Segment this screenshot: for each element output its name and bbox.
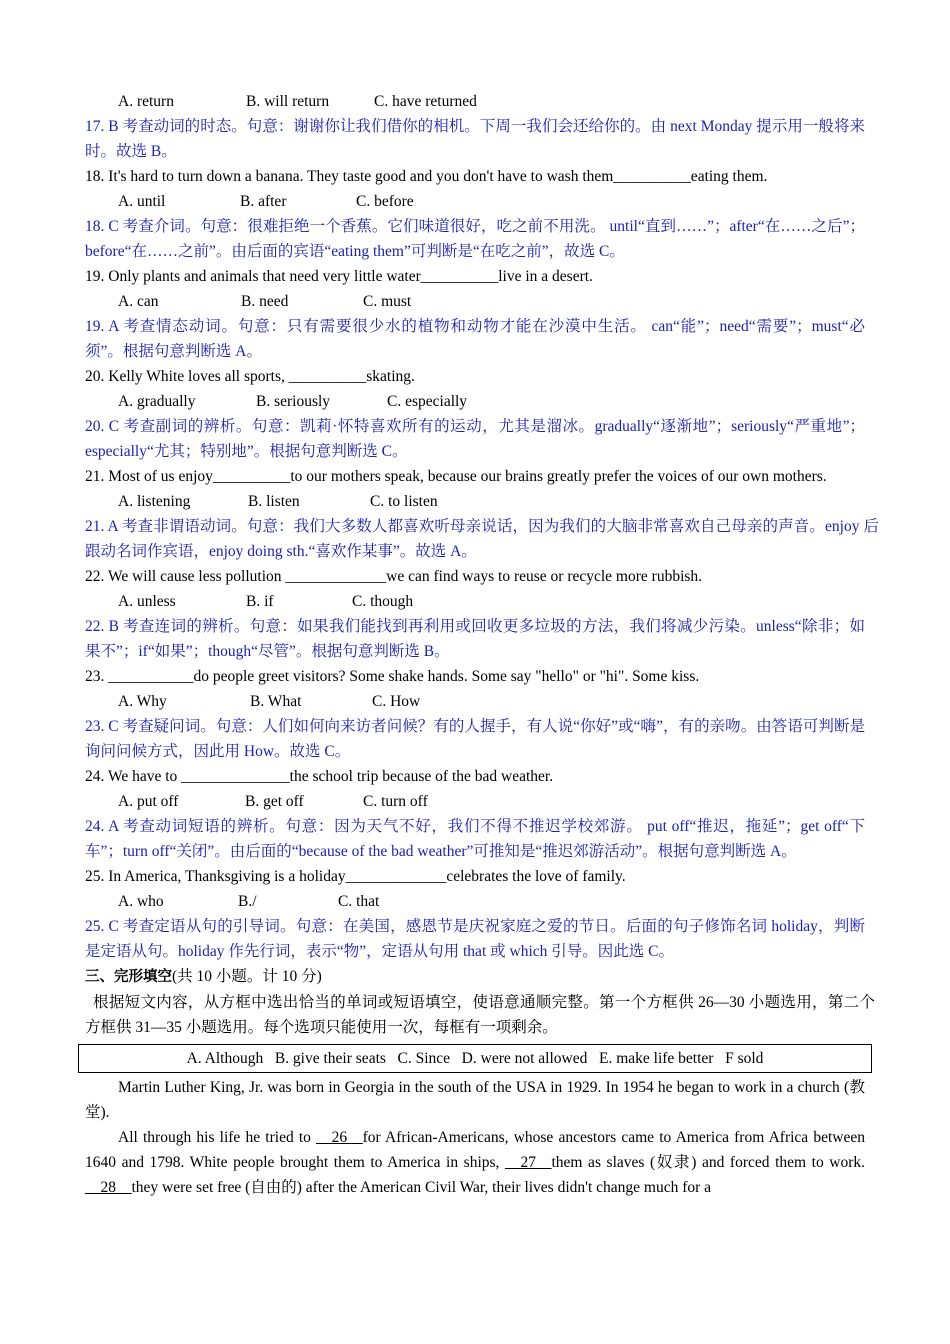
q21-options [85,489,865,514]
passage-text: they were set free (自由的) after the American Civil War, their lives didn't change much for a [131,1179,712,1196]
passage-text: All through his life he tried to [118,1129,317,1146]
question-23: 23. ___________do people greet visitors? Some shake hands. Some say "hello" or "hi". Some kiss. [85,668,700,685]
passage-text: them as slaves (奴隶) and forced them to work. [551,1154,865,1171]
question-24: 24. We have to ______________the school trip because of the bad weather. [85,768,554,785]
q22-options [85,589,865,614]
passage-paragraph-1: Martin Luther King, Jr. was born in Georgia in the south of the USA in 1929. In 1954 he began to work in a church (教堂). [85,1079,865,1121]
question-19: 19. Only plants and animals that need very little water__________live in a desert. [85,268,593,285]
q20-option-b: B. seriously [256,393,331,410]
q23-option-b: B. What [250,693,302,710]
section-heading [85,964,865,990]
q16-option-c: C. have returned [374,93,477,110]
q24-options [85,789,865,814]
q19-options [85,289,865,314]
blank-28[interactable]: __28__ [85,1179,132,1196]
question-22: 22. We will cause less pollution _____________we can find ways to reuse or recycle more rubbish. [85,568,703,585]
q22-option-b: B. if [246,593,274,610]
passage-text: for African-Americans, whose ancestors came to America from Africa between 1640 and 1798. White people brought them to America in ships, [85,1129,865,1171]
q20-option-c: C. especially [387,393,468,410]
q24-option-a: A. put off [118,793,179,810]
q16-options [85,89,865,114]
section-title: 三、完形填空 [85,969,172,985]
q24-option-c: C. turn off [363,793,428,810]
q22-option-c: C. though [352,593,414,610]
q24-option-b: B. get off [245,793,304,810]
question-21: 21. Most of us enjoy__________to our mothers speak, because our brains greatly prefer the voices of our own mothers. [85,468,827,485]
q19-option-a: A. can [118,293,159,310]
q18-option-c: C. before [356,193,414,210]
q18-options [85,189,865,214]
section-info: (共 10 小题。计 10 分) [172,968,322,985]
q18-option-b: B. after [240,193,287,210]
q21-option-b: B. listen [248,493,300,510]
q23-options [85,689,865,714]
q19-option-b: B. need [241,293,289,310]
q22-option-a: A. unless [118,593,176,610]
q25-option-b: B./ [238,893,257,910]
answer-20: 20. C 考查副词的辨析。句意：凯莉·怀特喜欢所有的运动，尤其是溜冰。gradually“逐渐地”；seriously“严重地”；especially“尤其；特别地”。根据句意判断选 C。 [85,418,865,460]
blank-26[interactable]: __26__ [316,1129,363,1146]
answer-25: 25. C 考查定语从句的引导词。句意：在美国，感恩节是庆祝家庭之爱的节日。后面的句子修饰名词 holiday，判断是定语从句。holiday 作先行词，表示“物”，定语从句用 that 或 which 引导。因此选 C。 [85,918,865,960]
answer-18: 18. C 考查介词。句意：很难拒绝一个香蕉。它们味道很好，吃之前不用洗。 until“直到……”；after“在……之后”；before“在……之前”。由后面的宾语“eating them”可判断是“在吃之前”，故选 C。 [85,218,865,260]
q25-option-c: C. that [338,893,380,910]
passage-paragraph-2 [85,1125,865,1200]
instructions: 根据短文内容，从方框中选出恰当的单词或短语填空，使语意通顺完整。第一个方框供 26—30 小题选用，第二个方框供 31—35 小题选用。每个选项只能使用一次，每框有一项剩余。 [85,994,875,1036]
q16-option-b: B. will return [246,93,330,110]
q23-option-c: C. How [372,693,421,710]
word-box-options: A. Although B. give their seats C. Since D. were not allowed E. make life better F sold [186,1050,764,1067]
q19-option-c: C. must [363,293,412,310]
answer-19: 19. A 考查情态动词。句意：只有需要很少水的植物和动物才能在沙漠中生活。 can“能”；need“需要”；must“必须”。根据句意判断选 A。 [85,318,865,360]
q21-option-c: C. to listen [370,493,438,510]
q20-options [85,389,865,414]
answer-23: 23. C 考查疑问词。句意：人们如何向来访者问候？有的人握手，有人说“你好”或“嗨”，有的亲吻。由答语可判断是询问问候方式，因此用 How。故选 C。 [85,718,865,760]
q20-option-a: A. gradually [118,393,196,410]
answer-24: 24. A 考查动词短语的辨析。句意：因为天气不好，我们不得不推迟学校郊游。 put off“推迟，拖延”；get off“下车”；turn off“关闭”。由后面的“because of the bad weather”可推知是“推迟郊游活动”。根据句意判断选 A。 [85,818,865,860]
document-page [85,89,879,1200]
q25-option-a: A. who [118,893,164,910]
q21-option-a: A. listening [118,493,191,510]
q18-option-a: A. until [118,193,166,210]
q25-options [85,889,865,914]
q16-option-a: A. return [118,93,174,110]
question-20: 20. Kelly White loves all sports, __________skating. [85,368,415,385]
word-box [78,1044,872,1073]
answer-17: 17. B 考查动词的时态。句意：谢谢你让我们借你的相机。下周一我们会还给你的。由 next Monday 提示用一般将来时。故选 B。 [85,118,865,160]
question-25: 25. In America, Thanksgiving is a holiday_____________celebrates the love of family. [85,868,626,885]
q23-option-a: A. Why [118,693,167,710]
question-18: 18. It's hard to turn down a banana. They taste good and you don't have to wash them__________eating them. [85,168,768,185]
blank-27[interactable]: __27__ [505,1154,552,1171]
answer-21: 21. A 考查非谓语动词。句意：我们大多数人都喜欢听母亲说话，因为我们的大脑非常喜欢自己母亲的声音。enjoy 后跟动名词作宾语，enjoy doing sth.“喜欢作某事”。故选 A。 [85,518,879,560]
answer-22: 22. B 考查连词的辨析。句意：如果我们能找到再利用或回收更多垃圾的方法，我们将减少污染。unless“除非；如果不”；if“如果”；though“尽管”。根据句意判断选 B。 [85,618,865,660]
